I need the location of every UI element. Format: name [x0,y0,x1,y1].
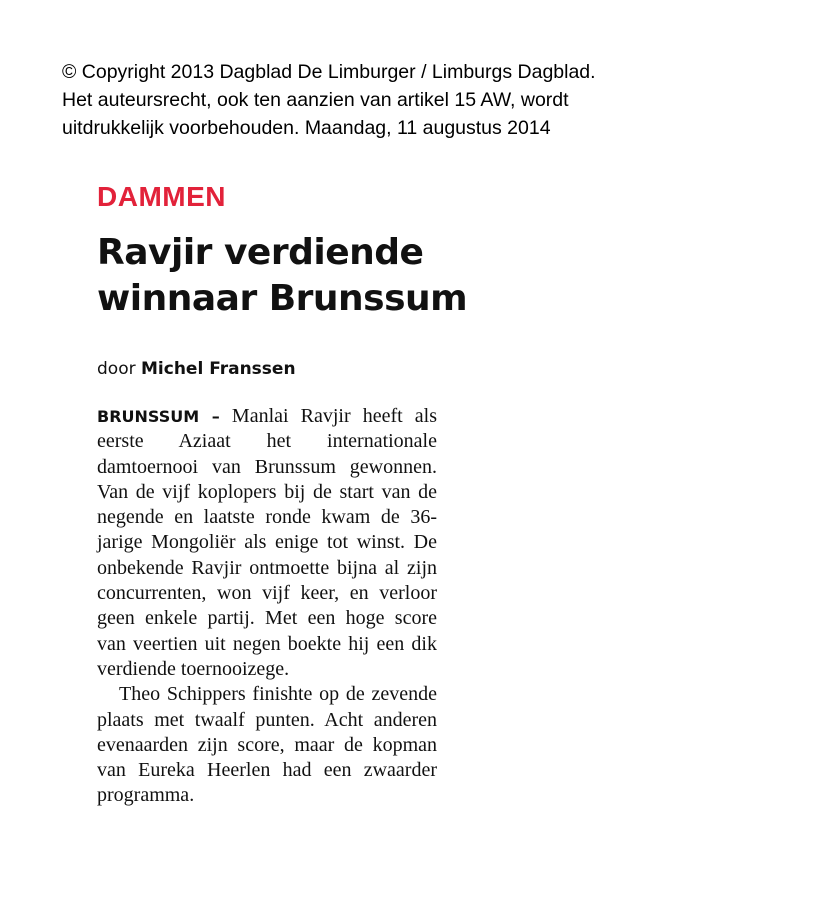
copyright-notice [62,58,782,142]
section-kicker: DAMMEN [97,181,226,212]
copyright-line-3: uitdrukkelijk voorbehouden. Maandag, 11 augustus 2014 [62,117,551,139]
article-headline [97,230,468,322]
paragraph-2: Theo Schippers finishte op de zevende plaats met twaalf punten. Acht anderen evenaarden zijn score, maar de kopman van Eureka Heerlen had een zwaarder programma. [97,683,437,807]
article-body [97,404,437,809]
copyright-line-1: © Copyright 2013 Dagblad De Limburger / Limburgs Dagblad. [62,61,596,83]
byline [97,358,437,380]
paragraph-1 [97,404,437,682]
byline-prefix: door [97,359,136,379]
copyright-line-2: Het auteursrecht, ook ten aanzien van artikel 15 AW, wordt [62,89,569,111]
article [97,180,468,809]
headline-line-2: winnaar Brunssum [97,278,468,319]
paragraph-1-text: Manlai Ravjir heeft als eerste Aziaat het internationale damtoernooi van Brunssum gewonnen. Van de vijf koplopers bij de start van de negende en laatste ronde kwam de 36-jarige Mongoliër als enige tot winst. De onbekende Ravjir ontmoette bijna al zijn concurrenten, won vijf keer, en verloor geen enkele partij. Met een hoge score van veertien uit negen boekte hij een dik verdiende toernooizege. [97,405,438,680]
author-name: Michel Franssen [141,359,296,379]
dateline: BRUNSSUM – [97,407,220,426]
headline-line-1: Ravjir verdiende [97,232,424,273]
